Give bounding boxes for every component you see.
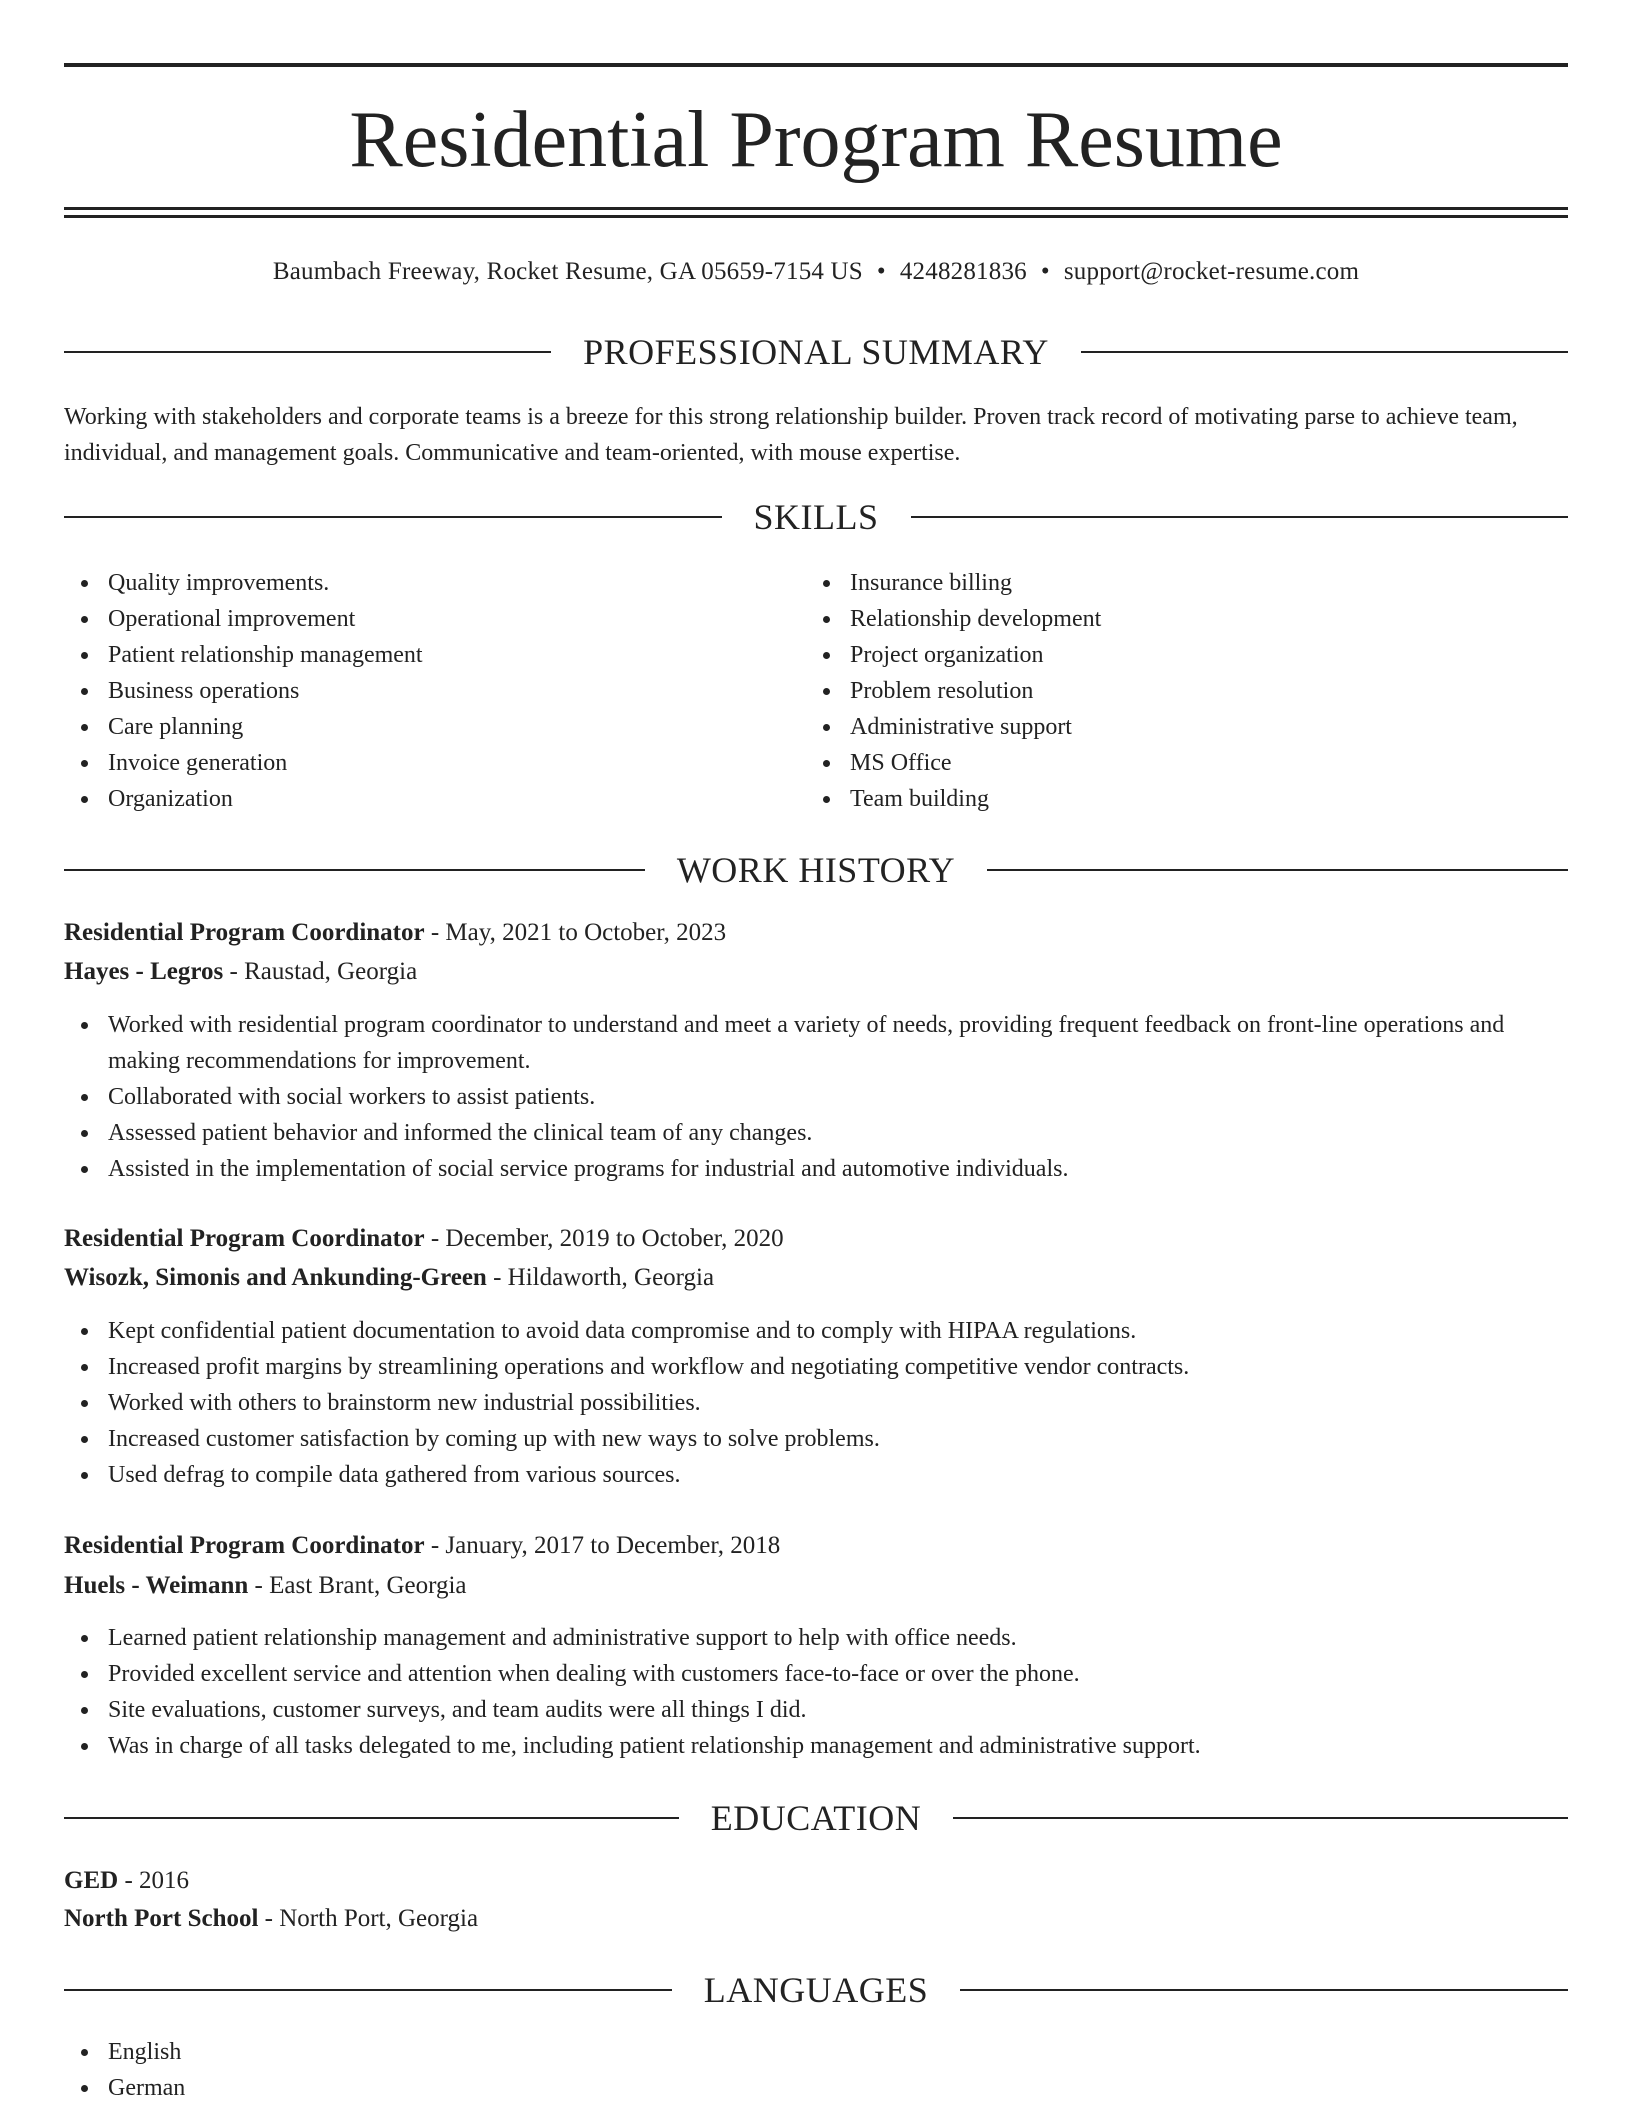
job-bullet: Was in charge of all tasks delegated to me, including patient relationship management and administrative support. (64, 1728, 1568, 1764)
job-title-line (64, 1527, 1568, 1565)
section-title: PROFESSIONAL SUMMARY (583, 332, 1049, 372)
job-bullet: Worked with others to brainstorm new industrial possibilities. (64, 1385, 1568, 1421)
heading-rule (911, 516, 1569, 518)
job-title: Residential Program Coordinator (64, 919, 425, 946)
job-company: Huels - Weimann (64, 1572, 249, 1599)
skill-item: Team building (806, 781, 1546, 817)
section-heading-education (64, 1794, 1568, 1842)
skill-item: Administrative support (806, 709, 1546, 745)
job-location: - East Brant, Georgia (248, 1572, 467, 1599)
education-school-line (64, 1900, 1568, 1938)
job-company-line (64, 1259, 1568, 1297)
education-degree-line (64, 1862, 1568, 1900)
education-school: North Port School (64, 1905, 259, 1932)
skill-item: Invoice generation (64, 745, 804, 781)
education-location: - North Port, Georgia (258, 1905, 479, 1932)
job-bullets (64, 1007, 1568, 1187)
skill-item: Patient relationship management (64, 637, 804, 673)
job-bullet: Learned patient relationship management and administrative support to help with office needs. (64, 1620, 1568, 1656)
skill-item: Operational improvement (64, 601, 804, 637)
job-company-line (64, 1567, 1568, 1605)
job-title-line (64, 1220, 1568, 1258)
heading-rule (64, 869, 645, 871)
heading-rule (1081, 351, 1568, 353)
contact-phone: 4248281836 (899, 258, 1027, 285)
section-title: LANGUAGES (703, 1970, 929, 2010)
job-title: Residential Program Coordinator (64, 1225, 425, 1252)
job-company: Wisozk, Simonis and Ankunding-Green (64, 1264, 487, 1291)
job-bullets (64, 1313, 1568, 1493)
section-title: EDUCATION (710, 1798, 922, 1838)
job-dates: - May, 2021 to October, 2023 (424, 919, 727, 946)
heading-rule (64, 351, 551, 353)
job-dates: - December, 2019 to October, 2020 (424, 1225, 784, 1252)
job-location: - Raustad, Georgia (223, 958, 418, 985)
skill-item: MS Office (806, 745, 1546, 781)
job-bullet: Collaborated with social workers to assist patients. (64, 1079, 1568, 1115)
job-bullet: Assisted in the implementation of social service programs for industrial and automotive individuals. (64, 1151, 1568, 1187)
double-rule-upper (64, 207, 1568, 210)
job-title: Residential Program Coordinator (64, 1532, 425, 1559)
double-rule-lower (64, 215, 1568, 218)
job-bullet: Kept confidential patient documentation to avoid data compromise and to comply with HIPAA regulations. (64, 1313, 1568, 1349)
education-degree: GED (64, 1867, 119, 1894)
language-item: German (64, 2070, 804, 2106)
job-company-line (64, 953, 1568, 991)
heading-rule (987, 869, 1568, 871)
summary-text: Working with stakeholders and corporate teams is a breeze for this strong relationship builder. Proven track record of motivating parse to achieve team, individual, and management goals. Communicative and team-oriented, with mouse expertise. (64, 404, 1518, 466)
skill-item: Project organization (806, 637, 1546, 673)
contact-line (64, 254, 1568, 290)
skill-item: Relationship development (806, 601, 1546, 637)
skill-item: Insurance billing (806, 565, 1546, 601)
contact-address: Baumbach Freeway, Rocket Resume, GA 05659-7154 US (272, 258, 863, 285)
job-bullet: Used defrag to compile data gathered from various sources. (64, 1457, 1568, 1493)
skill-item: Business operations (64, 673, 804, 709)
heading-rule (64, 1989, 672, 1991)
section-heading-languages (64, 1966, 1568, 2014)
contact-separator: • (876, 258, 886, 285)
job-bullet: Worked with residential program coordinator to understand and meet a variety of needs, providing frequent feedback on front-line operations and making recommendations for improvement. (64, 1007, 1568, 1079)
section-title: WORK HISTORY (676, 850, 956, 890)
skill-item: Organization (64, 781, 804, 817)
skill-item: Problem resolution (806, 673, 1546, 709)
section-heading-work-history (64, 846, 1568, 894)
skills-list-left (64, 565, 804, 817)
resume-title: Residential Program Resume (349, 96, 1283, 184)
skill-item: Quality improvements. (64, 565, 804, 601)
job-title-line (64, 914, 1568, 952)
section-heading-summary (64, 328, 1568, 376)
job-company: Hayes - Legros (64, 958, 224, 985)
contact-separator: • (1040, 258, 1050, 285)
section-title: SKILLS (753, 497, 879, 537)
contact-email: support@rocket-resume.com (1063, 258, 1360, 285)
heading-rule (64, 1817, 679, 1819)
heading-rule (960, 1989, 1568, 1991)
job-bullet: Provided excellent service and attention when dealing with customers face-to-face or over the phone. (64, 1656, 1568, 1692)
job-bullet: Increased profit margins by streamlining operations and workflow and negotiating competitive vendor contracts. (64, 1349, 1568, 1385)
job-bullet: Increased customer satisfaction by coming up with new ways to solve problems. (64, 1421, 1568, 1457)
heading-rule (64, 516, 722, 518)
top-rule (64, 63, 1568, 67)
job-bullet: Site evaluations, customer surveys, and team audits were all things I did. (64, 1692, 1568, 1728)
language-item: English (64, 2034, 804, 2070)
job-dates: - January, 2017 to December, 2018 (424, 1532, 781, 1559)
job-bullets (64, 1620, 1568, 1764)
job-bullet: Assessed patient behavior and informed the clinical team of any changes. (64, 1115, 1568, 1151)
section-heading-skills (64, 493, 1568, 541)
heading-rule (953, 1817, 1568, 1819)
education-year: - 2016 (118, 1867, 190, 1894)
languages-list (64, 2034, 804, 2106)
skills-list-right (806, 565, 1546, 817)
skill-item: Care planning (64, 709, 804, 745)
job-location: - Hildaworth, Georgia (486, 1264, 715, 1291)
